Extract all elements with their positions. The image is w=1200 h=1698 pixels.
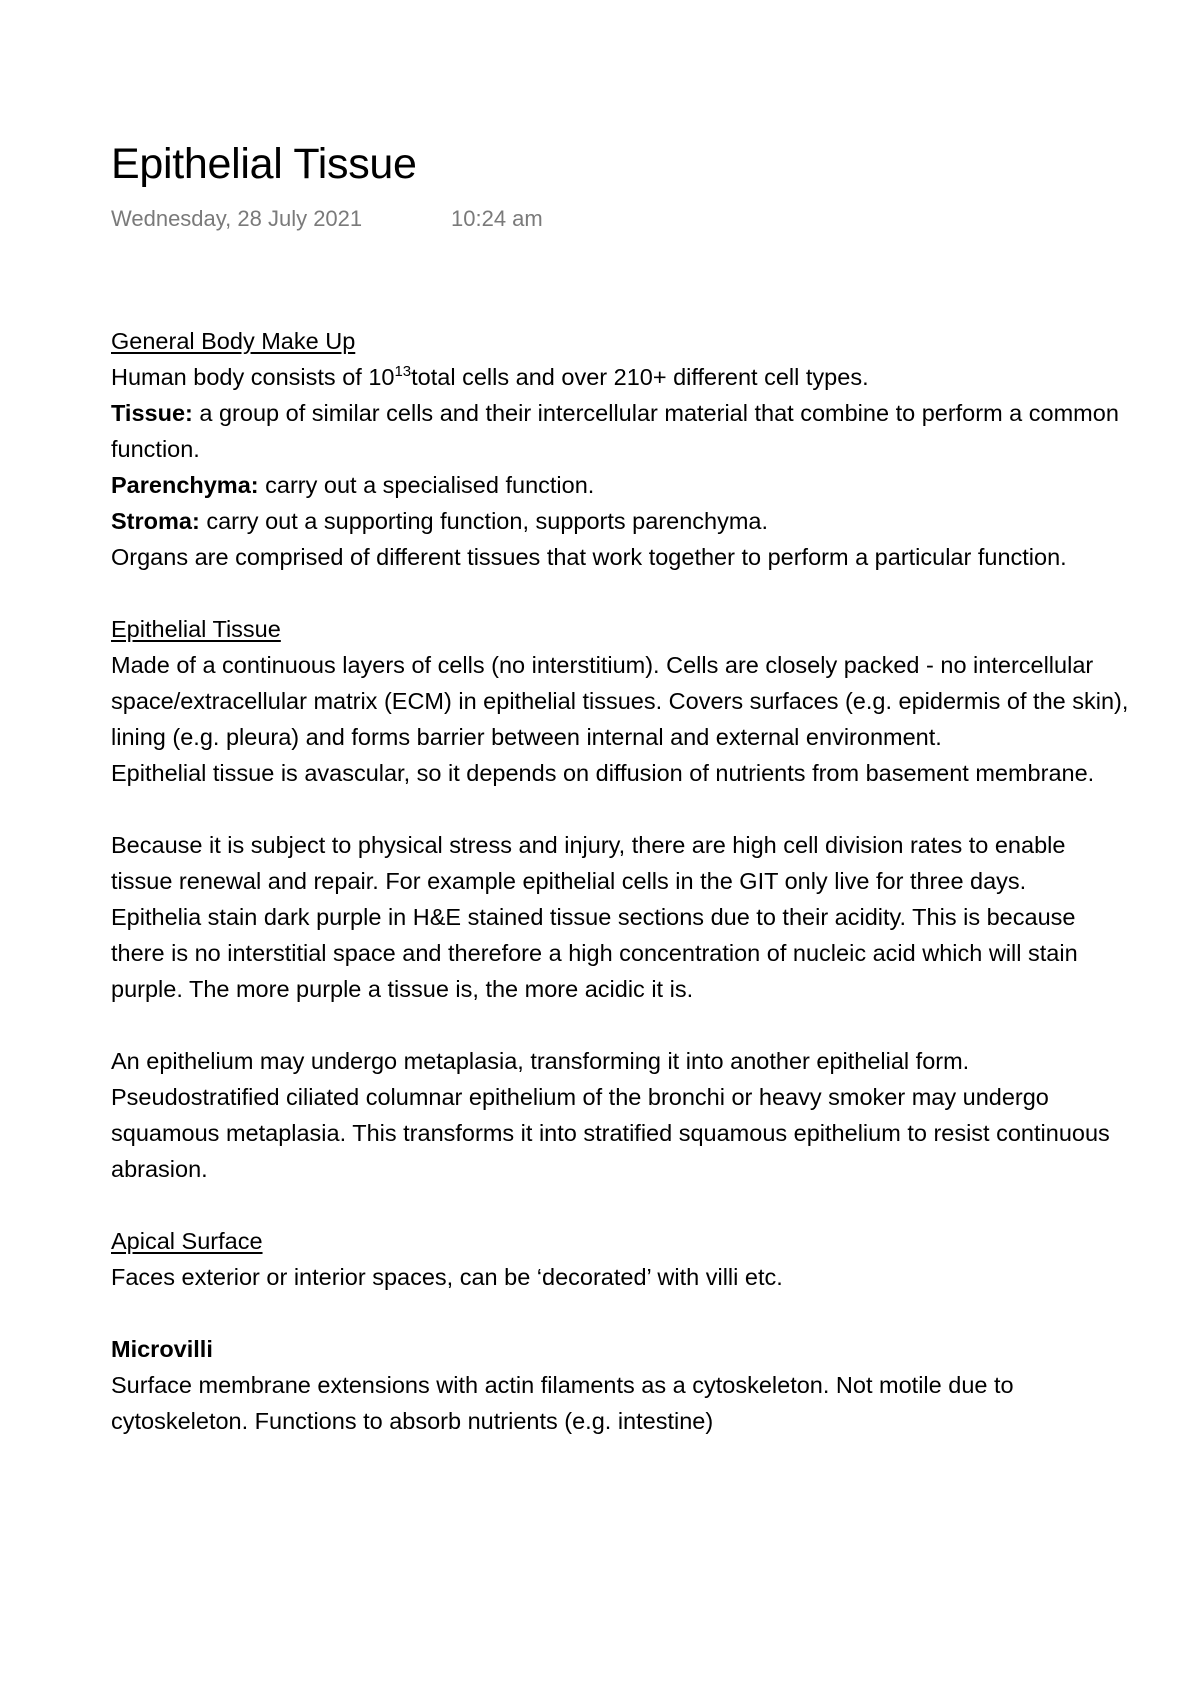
cell-count-exponent: 13 <box>394 363 412 380</box>
cell-count-text-after: total cells and over 210+ different cell types. <box>411 364 869 390</box>
blank-line <box>111 1187 1131 1223</box>
section-heading-apical: Apical Surface <box>111 1228 263 1254</box>
definition-tissue: a group of similar cells and their intercellular material that combine to perform a common function. <box>111 400 1119 462</box>
section-heading-epithelial: Epithelial Tissue <box>111 616 281 642</box>
microvilli-heading-text: Microvilli <box>111 1336 213 1362</box>
paragraph-tissue-definition <box>111 395 1131 467</box>
note-metadata <box>111 204 1131 234</box>
paragraph-apical: Faces exterior or interior spaces, can be ‘decorated’ with villi etc. <box>111 1264 783 1290</box>
blank-line <box>111 1007 1131 1043</box>
paragraph-microvilli: Surface membrane extensions with actin filaments as a cytoskeleton. Not motile due to cytoskeleton. Functions to absorb nutrients (e.g. intestine) <box>111 1372 1014 1434</box>
note-time: 10:24 am <box>451 206 543 231</box>
blank-line <box>111 1295 1131 1331</box>
paragraph-cell-division: Because it is subject to physical stress and injury, there are high cell division rates to enable tissue renewal and repair. For example epithelial cells in the GIT only live for three days. <box>111 832 1066 894</box>
paragraph-cell-count <box>111 359 1131 395</box>
cell-count-text-before: Human body consists of 10 <box>111 364 395 390</box>
term-tissue: Tissue: <box>111 400 193 426</box>
blank-line <box>111 791 1131 827</box>
page-title: Epithelial Tissue <box>111 140 417 188</box>
note-date: Wednesday, 28 July 2021 <box>111 206 363 231</box>
term-stroma: Stroma: <box>111 508 200 534</box>
paragraph-organs: Organs are comprised of different tissues that work together to perform a particular function. <box>111 544 1067 570</box>
section-heading-general: General Body Make Up <box>111 328 356 354</box>
definition-parenchyma: carry out a specialised function. <box>258 472 595 498</box>
section-heading-microvilli <box>111 1331 1131 1367</box>
note-body <box>111 323 1131 1439</box>
blank-line <box>111 575 1131 611</box>
note-page <box>111 136 1131 1439</box>
definition-stroma: carry out a supporting function, supports parenchyma. <box>199 508 769 534</box>
paragraph-avascular: Epithelial tissue is avascular, so it depends on diffusion of nutrients from basement membrane. <box>111 760 1095 786</box>
paragraph-staining: Epithelia stain dark purple in H&E stained tissue sections due to their acidity. This is because there is no interstitial space and therefore a high concentration of nucleic acid which will stain purple. The more purple a tissue is, the more acidic it is. <box>111 904 1078 1002</box>
term-parenchyma: Parenchyma: <box>111 472 259 498</box>
paragraph-parenchyma-definition <box>111 467 1131 503</box>
paragraph-metaplasia: An epithelium may undergo metaplasia, transforming it into another epithelial form. Pseudostratified ciliated columnar epithelium of the bronchi or heavy smoker may undergo squamous metaplasia. This transforms it into stratified squamous epithelium to resist continuous abrasion. <box>111 1048 1110 1182</box>
paragraph-epithelial-structure: Made of a continuous layers of cells (no interstitium). Cells are closely packed - no intercellular space/extracellular matrix (ECM) in epithelial tissues. Covers surfaces (e.g. epidermis of the skin), lining (e.g. pleura) and forms barrier between internal and external environment. <box>111 652 1129 750</box>
paragraph-stroma-definition <box>111 503 1131 539</box>
